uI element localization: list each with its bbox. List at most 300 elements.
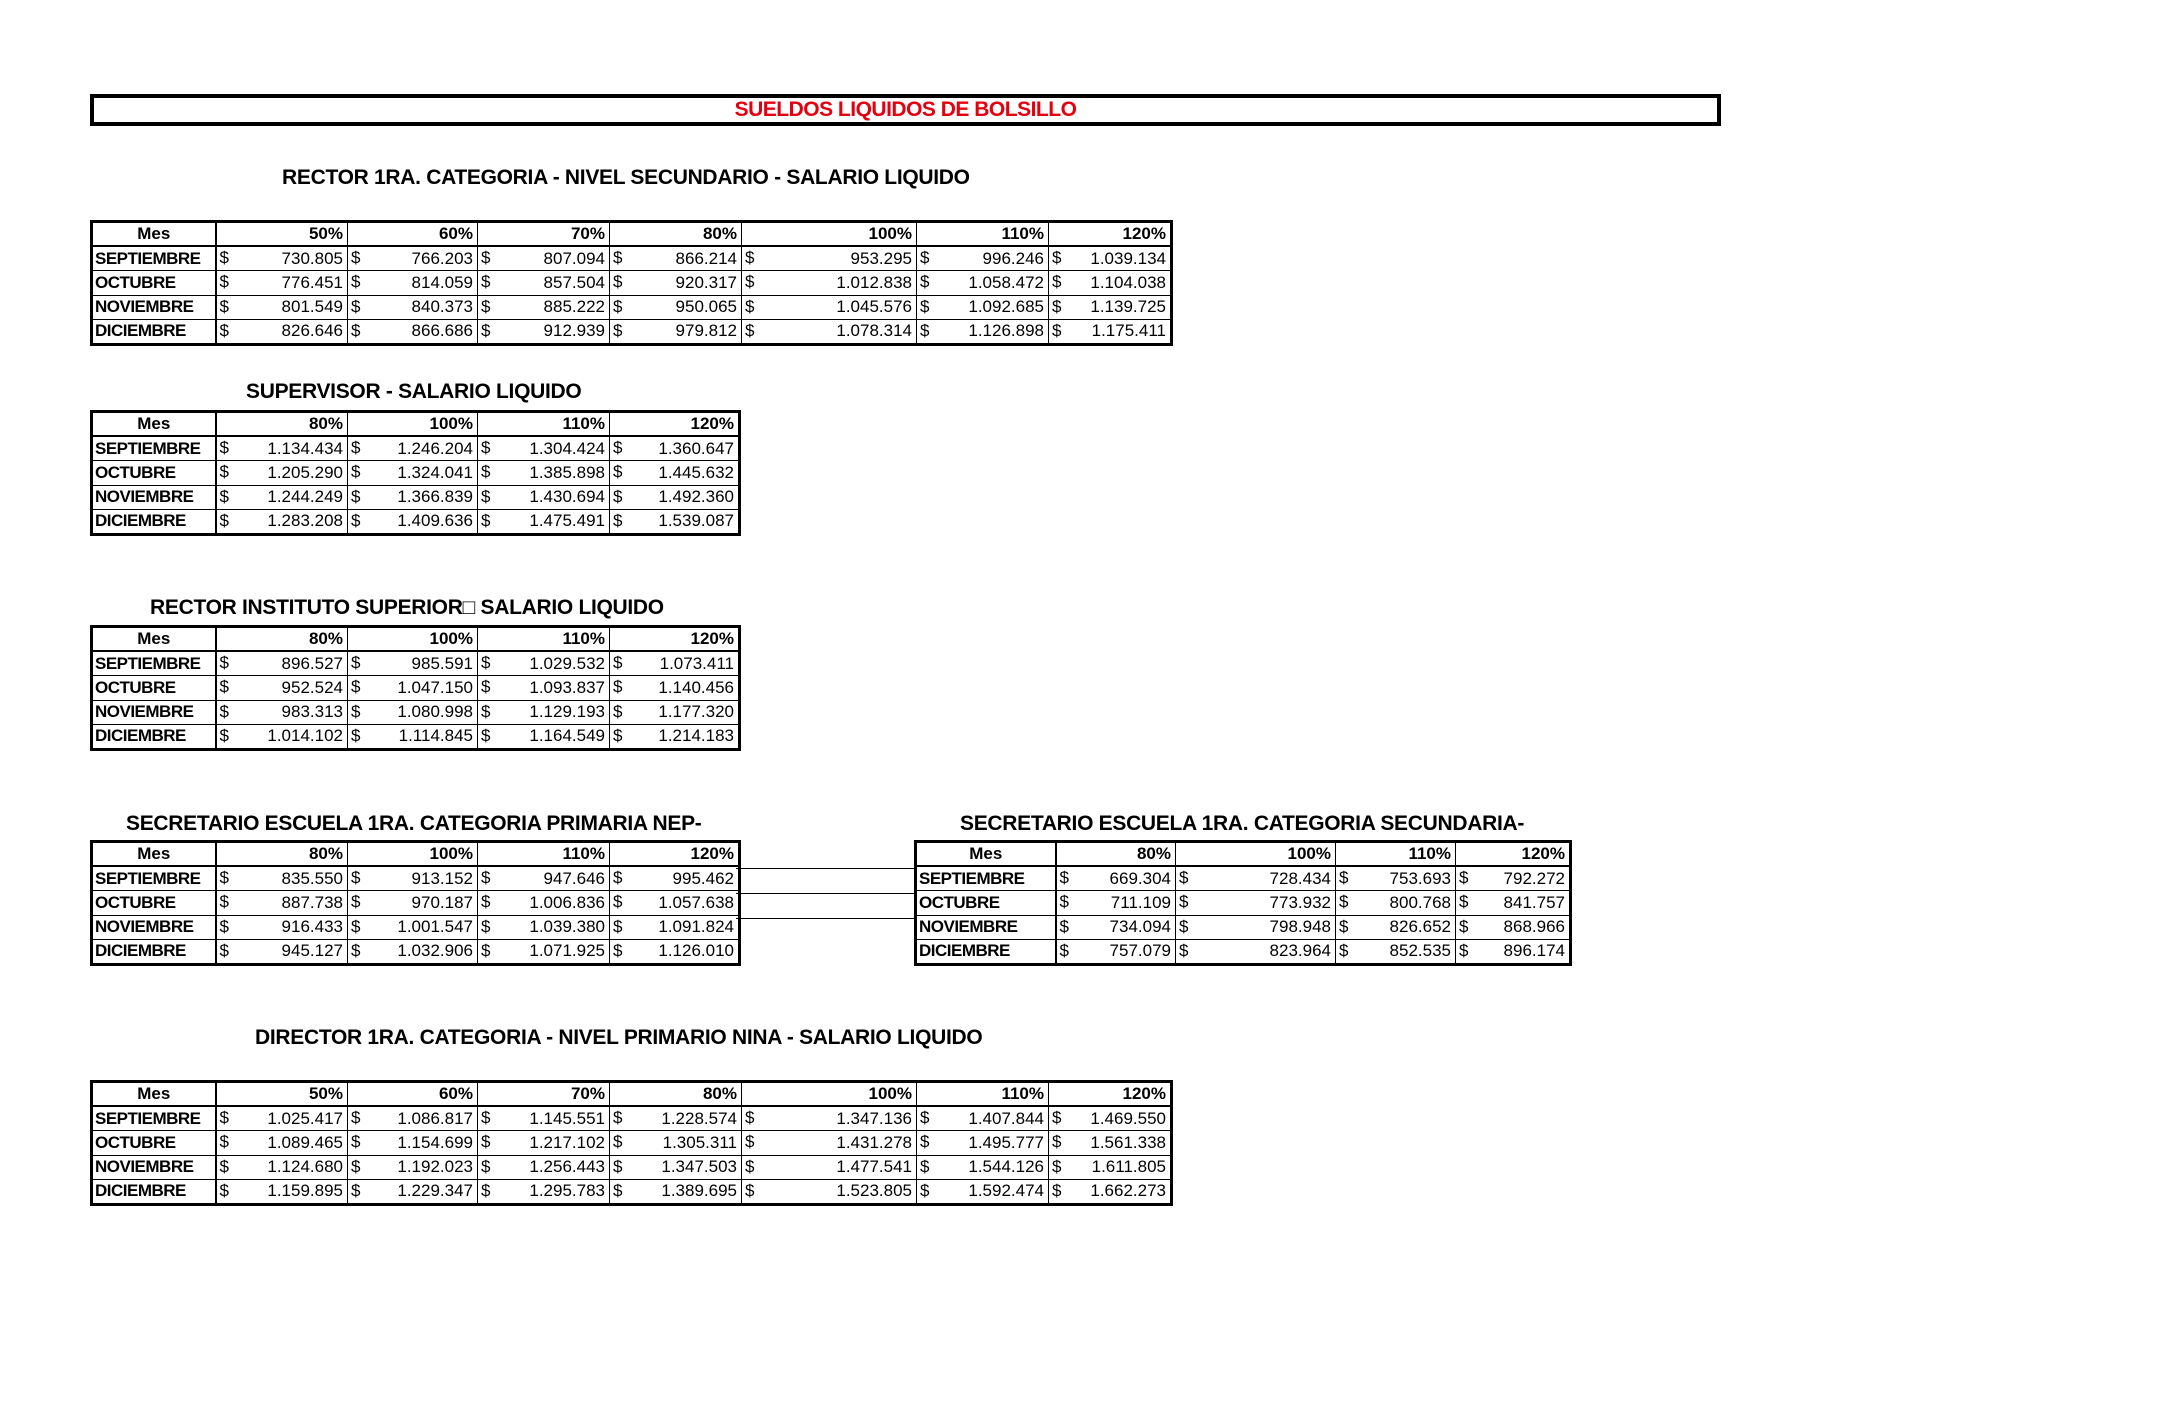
month-label: NOVIEMBRE bbox=[92, 915, 216, 940]
salary-value: 1.126.898 bbox=[968, 321, 1044, 341]
salary-cell bbox=[1456, 891, 1571, 916]
column-header-percent: 80% bbox=[216, 412, 348, 437]
salary-cell bbox=[917, 1131, 1049, 1156]
currency-symbol: $ bbox=[613, 701, 623, 721]
salary-value: 835.550 bbox=[281, 868, 343, 888]
salary-value: 1.611.805 bbox=[1091, 1157, 1166, 1177]
salary-value: 1.431.278 bbox=[836, 1132, 912, 1152]
salary-value: 1.086.817 bbox=[397, 1108, 473, 1128]
salary-value: 1.091.824 bbox=[658, 917, 734, 937]
currency-symbol: $ bbox=[481, 272, 491, 291]
salary-cell bbox=[478, 436, 610, 461]
salary-cell bbox=[348, 915, 478, 940]
salary-value: 996.246 bbox=[982, 248, 1044, 268]
table-row bbox=[92, 651, 740, 676]
month-label: OCTUBRE bbox=[92, 461, 216, 486]
salary-cell bbox=[478, 1131, 610, 1156]
currency-symbol: $ bbox=[481, 438, 491, 457]
salary-cell bbox=[478, 246, 610, 271]
salary-value: 1.177.320 bbox=[658, 702, 734, 722]
salary-cell bbox=[348, 1131, 478, 1156]
currency-symbol: $ bbox=[219, 1108, 229, 1127]
salary-value: 792.272 bbox=[1503, 868, 1565, 888]
salary-cell bbox=[1049, 1106, 1172, 1131]
salary-value: 1.539.087 bbox=[658, 511, 734, 531]
salary-value: 728.434 bbox=[1269, 868, 1331, 888]
salary-cell bbox=[348, 651, 478, 676]
month-label: SEPTIEMBRE bbox=[92, 246, 216, 271]
month-label: SEPTIEMBRE bbox=[92, 866, 216, 891]
column-header-mes: Mes bbox=[92, 222, 216, 247]
salary-cell bbox=[478, 1155, 610, 1180]
month-label: OCTUBRE bbox=[92, 1131, 216, 1156]
currency-symbol: $ bbox=[481, 941, 491, 960]
currency-symbol: $ bbox=[351, 941, 361, 960]
salary-value: 669.304 bbox=[1109, 868, 1171, 888]
currency-symbol: $ bbox=[351, 1132, 361, 1151]
row-extension-line bbox=[736, 893, 916, 894]
currency-symbol: $ bbox=[745, 296, 755, 316]
salary-value: 950.065 bbox=[675, 297, 737, 317]
salary-cell bbox=[478, 700, 610, 725]
currency-symbol: $ bbox=[1052, 1132, 1062, 1151]
salary-value: 995.462 bbox=[672, 868, 734, 888]
salary-cell bbox=[742, 320, 917, 345]
salary-value: 1.304.424 bbox=[529, 438, 605, 458]
salary-cell bbox=[348, 510, 478, 535]
salary-cell bbox=[216, 1180, 348, 1205]
salary-value: 1.104.038 bbox=[1090, 272, 1166, 292]
table-row bbox=[92, 1131, 1172, 1156]
currency-symbol: $ bbox=[351, 248, 361, 267]
salary-value: 1.385.898 bbox=[529, 462, 605, 482]
salary-value: 983.313 bbox=[281, 702, 343, 722]
salary-cell bbox=[1056, 915, 1176, 940]
month-label: DICIEMBRE bbox=[92, 940, 216, 965]
currency-symbol: $ bbox=[1339, 941, 1349, 960]
month-label: OCTUBRE bbox=[916, 891, 1056, 916]
section-title-rector-secundario: RECTOR 1RA. CATEGORIA - NIVEL SECUNDARIO - SALARIO LIQUIDO bbox=[282, 166, 970, 189]
currency-symbol: $ bbox=[613, 1156, 623, 1176]
table-row bbox=[92, 1180, 1172, 1205]
table-row bbox=[92, 246, 1172, 271]
table-row bbox=[916, 891, 1571, 916]
currency-symbol: $ bbox=[219, 1132, 229, 1151]
currency-symbol: $ bbox=[481, 248, 491, 267]
currency-symbol: $ bbox=[481, 701, 491, 721]
currency-symbol: $ bbox=[920, 321, 930, 340]
table-row bbox=[92, 940, 740, 965]
table-row bbox=[916, 866, 1571, 891]
currency-symbol: $ bbox=[920, 1108, 930, 1127]
currency-symbol: $ bbox=[481, 677, 491, 696]
salary-cell bbox=[610, 271, 742, 296]
salary-cell bbox=[348, 436, 478, 461]
salary-cell bbox=[1056, 940, 1176, 965]
salary-value: 896.527 bbox=[281, 653, 343, 673]
column-header-percent: 100% bbox=[348, 412, 478, 437]
currency-symbol: $ bbox=[1059, 892, 1069, 911]
salary-cell bbox=[917, 271, 1049, 296]
salary-value: 1.134.434 bbox=[267, 438, 343, 458]
column-header-percent: 70% bbox=[478, 222, 610, 247]
currency-symbol: $ bbox=[219, 892, 229, 911]
salary-cell bbox=[478, 485, 610, 510]
salary-value: 1.662.273 bbox=[1090, 1181, 1166, 1201]
salary-cell bbox=[478, 676, 610, 701]
salary-value: 1.140.456 bbox=[658, 677, 734, 697]
table-row bbox=[92, 891, 740, 916]
salary-value: 868.966 bbox=[1503, 917, 1565, 937]
salary-cell bbox=[610, 725, 740, 750]
salary-value: 947.646 bbox=[543, 868, 605, 888]
salary-value: 1.366.839 bbox=[397, 487, 473, 507]
currency-symbol: $ bbox=[613, 1181, 623, 1200]
salary-cell bbox=[348, 1155, 478, 1180]
salary-value: 1.039.380 bbox=[529, 917, 605, 937]
currency-symbol: $ bbox=[1059, 868, 1069, 887]
salary-cell bbox=[610, 1155, 742, 1180]
salary-value: 920.317 bbox=[675, 272, 737, 292]
section-title-rector-instituto: RECTOR INSTITUTO SUPERIOR□ SALARIO LIQUIDO bbox=[150, 596, 664, 619]
row-extension-line bbox=[736, 868, 916, 869]
salary-value: 766.203 bbox=[411, 248, 473, 268]
salary-value: 1.192.023 bbox=[397, 1157, 473, 1177]
salary-value: 734.094 bbox=[1109, 917, 1171, 937]
currency-symbol: $ bbox=[351, 1156, 361, 1176]
currency-symbol: $ bbox=[745, 1181, 755, 1200]
column-header-percent: 80% bbox=[610, 1082, 742, 1107]
salary-cell bbox=[216, 246, 348, 271]
salary-cell bbox=[478, 1106, 610, 1131]
currency-symbol: $ bbox=[219, 726, 229, 745]
header-row bbox=[92, 1082, 1172, 1107]
currency-symbol: $ bbox=[481, 1132, 491, 1151]
currency-symbol: $ bbox=[613, 272, 623, 291]
column-header-percent: 60% bbox=[348, 1082, 478, 1107]
currency-symbol: $ bbox=[613, 868, 623, 887]
salary-value: 1.214.183 bbox=[658, 726, 734, 746]
currency-symbol: $ bbox=[481, 916, 491, 936]
salary-cell bbox=[478, 725, 610, 750]
salary-cell bbox=[216, 651, 348, 676]
salary-table-supervisor bbox=[90, 410, 741, 536]
column-header-percent: 110% bbox=[917, 1082, 1049, 1107]
currency-symbol: $ bbox=[1052, 296, 1062, 316]
salary-value: 753.693 bbox=[1389, 868, 1451, 888]
salary-value: 970.187 bbox=[411, 892, 473, 912]
currency-symbol: $ bbox=[351, 868, 361, 887]
currency-symbol: $ bbox=[613, 486, 623, 506]
salary-cell bbox=[1049, 320, 1172, 345]
currency-symbol: $ bbox=[745, 1108, 755, 1127]
currency-symbol: $ bbox=[481, 1181, 491, 1200]
currency-symbol: $ bbox=[351, 916, 361, 936]
currency-symbol: $ bbox=[219, 941, 229, 960]
currency-symbol: $ bbox=[481, 321, 491, 340]
salary-cell bbox=[216, 1106, 348, 1131]
salary-value: 1.154.699 bbox=[397, 1132, 473, 1152]
salary-value: 1.592.474 bbox=[968, 1181, 1044, 1201]
salary-value: 1.006.836 bbox=[529, 892, 605, 912]
currency-symbol: $ bbox=[219, 486, 229, 506]
salary-value: 1.164.549 bbox=[529, 726, 605, 746]
column-header-percent: 110% bbox=[1336, 842, 1456, 867]
currency-symbol: $ bbox=[1459, 892, 1469, 911]
section-title-supervisor: SUPERVISOR - SALARIO LIQUIDO bbox=[246, 380, 582, 403]
salary-cell bbox=[478, 295, 610, 320]
column-header-percent: 100% bbox=[1176, 842, 1336, 867]
salary-value: 1.561.338 bbox=[1090, 1132, 1166, 1152]
salary-table-secretario-primaria bbox=[90, 840, 741, 966]
salary-value: 1.126.010 bbox=[658, 941, 734, 961]
salary-value: 1.228.574 bbox=[661, 1108, 737, 1128]
currency-symbol: $ bbox=[1052, 272, 1062, 291]
salary-value: 730.805 bbox=[281, 248, 343, 268]
salary-cell bbox=[1176, 866, 1336, 891]
salary-value: 801.549 bbox=[281, 297, 343, 317]
salary-value: 1.145.551 bbox=[529, 1108, 605, 1128]
salary-cell bbox=[610, 1180, 742, 1205]
row-extension-line bbox=[736, 918, 916, 919]
salary-cell bbox=[478, 461, 610, 486]
column-header-percent: 120% bbox=[610, 842, 740, 867]
salary-value: 913.152 bbox=[411, 868, 473, 888]
currency-symbol: $ bbox=[351, 296, 361, 316]
column-header-percent: 50% bbox=[216, 222, 348, 247]
salary-value: 1.029.532 bbox=[529, 653, 605, 673]
salary-cell bbox=[348, 320, 478, 345]
salary-cell bbox=[1336, 891, 1456, 916]
currency-symbol: $ bbox=[1339, 892, 1349, 911]
salary-value: 1.025.417 bbox=[267, 1108, 343, 1128]
salary-value: 1.124.680 bbox=[267, 1157, 343, 1177]
salary-cell bbox=[917, 320, 1049, 345]
currency-symbol: $ bbox=[1179, 916, 1189, 936]
currency-symbol: $ bbox=[219, 272, 229, 291]
month-label: SEPTIEMBRE bbox=[916, 866, 1056, 891]
salary-value: 1.283.208 bbox=[267, 511, 343, 531]
table-row bbox=[92, 676, 740, 701]
salary-value: 800.768 bbox=[1389, 892, 1451, 912]
table-row bbox=[92, 320, 1172, 345]
salary-cell bbox=[216, 676, 348, 701]
column-header-percent: 110% bbox=[478, 842, 610, 867]
currency-symbol: $ bbox=[481, 726, 491, 745]
column-header-percent: 80% bbox=[610, 222, 742, 247]
column-header-percent: 100% bbox=[348, 627, 478, 652]
salary-value: 1.012.838 bbox=[836, 272, 912, 292]
salary-cell bbox=[216, 271, 348, 296]
salary-cell bbox=[610, 1106, 742, 1131]
salary-value: 1.360.647 bbox=[658, 438, 734, 458]
salary-cell bbox=[216, 485, 348, 510]
salary-cell bbox=[348, 891, 478, 916]
currency-symbol: $ bbox=[613, 462, 623, 481]
salary-value: 1.477.541 bbox=[836, 1157, 912, 1177]
currency-symbol: $ bbox=[1052, 321, 1062, 340]
currency-symbol: $ bbox=[351, 1108, 361, 1127]
column-header-mes: Mes bbox=[916, 842, 1056, 867]
salary-cell bbox=[348, 700, 478, 725]
month-label: OCTUBRE bbox=[92, 271, 216, 296]
salary-value: 1.523.805 bbox=[836, 1181, 912, 1201]
salary-value: 1.058.472 bbox=[968, 272, 1044, 292]
column-header-percent: 110% bbox=[478, 627, 610, 652]
currency-symbol: $ bbox=[1339, 868, 1349, 887]
column-header-mes: Mes bbox=[92, 412, 216, 437]
header-row bbox=[92, 222, 1172, 247]
currency-symbol: $ bbox=[219, 653, 229, 672]
currency-symbol: $ bbox=[481, 296, 491, 316]
salary-cell bbox=[478, 651, 610, 676]
currency-symbol: $ bbox=[351, 701, 361, 721]
currency-symbol: $ bbox=[613, 653, 623, 672]
salary-value: 1.324.041 bbox=[397, 462, 473, 482]
salary-value: 1.089.465 bbox=[267, 1132, 343, 1152]
month-label: DICIEMBRE bbox=[92, 1180, 216, 1205]
salary-value: 1.469.550 bbox=[1090, 1108, 1166, 1128]
salary-cell bbox=[348, 295, 478, 320]
salary-cell bbox=[742, 295, 917, 320]
salary-cell bbox=[1049, 295, 1172, 320]
salary-cell bbox=[610, 651, 740, 676]
header-row bbox=[916, 842, 1571, 867]
currency-symbol: $ bbox=[613, 296, 623, 316]
currency-symbol: $ bbox=[745, 321, 755, 340]
currency-symbol: $ bbox=[745, 272, 755, 291]
salary-cell bbox=[216, 295, 348, 320]
salary-cell bbox=[610, 246, 742, 271]
currency-symbol: $ bbox=[481, 1156, 491, 1176]
salary-cell bbox=[216, 1155, 348, 1180]
salary-cell bbox=[348, 1106, 478, 1131]
currency-symbol: $ bbox=[219, 248, 229, 267]
salary-cell bbox=[1176, 940, 1336, 965]
salary-value: 1.175.411 bbox=[1091, 321, 1166, 341]
currency-symbol: $ bbox=[219, 511, 229, 530]
currency-symbol: $ bbox=[351, 321, 361, 340]
salary-cell bbox=[1176, 891, 1336, 916]
salary-value: 1.047.150 bbox=[397, 677, 473, 697]
salary-cell bbox=[216, 891, 348, 916]
salary-cell bbox=[917, 246, 1049, 271]
salary-value: 773.932 bbox=[1269, 892, 1331, 912]
table-row bbox=[92, 436, 740, 461]
table-row bbox=[92, 866, 740, 891]
currency-symbol: $ bbox=[1052, 1156, 1062, 1176]
month-label: DICIEMBRE bbox=[916, 940, 1056, 965]
currency-symbol: $ bbox=[351, 511, 361, 530]
salary-value: 1.078.314 bbox=[836, 321, 912, 341]
salary-value: 807.094 bbox=[543, 248, 605, 268]
salary-cell bbox=[742, 1131, 917, 1156]
currency-symbol: $ bbox=[745, 248, 755, 267]
salary-value: 945.127 bbox=[281, 941, 343, 961]
salary-cell bbox=[1176, 915, 1336, 940]
section-title-director-primario: DIRECTOR 1RA. CATEGORIA - NIVEL PRIMARIO NINA - SALARIO LIQUIDO bbox=[255, 1026, 983, 1049]
salary-cell bbox=[610, 320, 742, 345]
salary-table-rector-instituto bbox=[90, 625, 741, 751]
salary-cell bbox=[610, 915, 740, 940]
salary-value: 1.001.547 bbox=[397, 917, 473, 937]
salary-cell bbox=[478, 510, 610, 535]
salary-value: 1.295.783 bbox=[529, 1181, 605, 1201]
month-label: SEPTIEMBRE bbox=[92, 1106, 216, 1131]
salary-value: 1.093.837 bbox=[529, 677, 605, 697]
currency-symbol: $ bbox=[1179, 868, 1189, 887]
currency-symbol: $ bbox=[351, 653, 361, 672]
currency-symbol: $ bbox=[613, 321, 623, 340]
salary-cell bbox=[917, 1155, 1049, 1180]
month-label: SEPTIEMBRE bbox=[92, 436, 216, 461]
salary-cell bbox=[610, 676, 740, 701]
currency-symbol: $ bbox=[1052, 1108, 1062, 1127]
column-header-percent: 120% bbox=[610, 627, 740, 652]
salary-value: 841.757 bbox=[1503, 892, 1565, 912]
salary-cell bbox=[348, 271, 478, 296]
salary-cell bbox=[348, 485, 478, 510]
salary-cell bbox=[917, 295, 1049, 320]
currency-symbol: $ bbox=[1052, 1181, 1062, 1200]
salary-value: 1.305.311 bbox=[662, 1132, 737, 1152]
salary-value: 953.295 bbox=[850, 248, 912, 268]
currency-symbol: $ bbox=[351, 438, 361, 457]
currency-symbol: $ bbox=[219, 321, 229, 340]
salary-value: 866.686 bbox=[411, 321, 473, 341]
salary-value: 1.114.845 bbox=[398, 726, 473, 746]
salary-value: 852.535 bbox=[1389, 941, 1451, 961]
salary-cell bbox=[610, 1131, 742, 1156]
month-label: OCTUBRE bbox=[92, 891, 216, 916]
section-title-secretario-secundaria: SECRETARIO ESCUELA 1RA. CATEGORIA SECUNDARIA- bbox=[960, 812, 1525, 835]
salary-value: 857.504 bbox=[543, 272, 605, 292]
currency-symbol: $ bbox=[351, 486, 361, 506]
column-header-mes: Mes bbox=[92, 1082, 216, 1107]
currency-symbol: $ bbox=[219, 1181, 229, 1200]
salary-value: 1.045.576 bbox=[836, 297, 912, 317]
salary-value: 866.214 bbox=[675, 248, 737, 268]
salary-value: 1.409.636 bbox=[397, 511, 473, 531]
salary-cell bbox=[1049, 1180, 1172, 1205]
salary-value: 1.430.694 bbox=[529, 487, 605, 507]
month-label: DICIEMBRE bbox=[92, 320, 216, 345]
salary-cell bbox=[348, 725, 478, 750]
column-header-percent: 120% bbox=[1456, 842, 1571, 867]
month-label: NOVIEMBRE bbox=[92, 700, 216, 725]
table-row bbox=[92, 461, 740, 486]
currency-symbol: $ bbox=[613, 892, 623, 911]
table-row bbox=[92, 295, 1172, 320]
currency-symbol: $ bbox=[481, 486, 491, 506]
currency-symbol: $ bbox=[481, 511, 491, 530]
salary-value: 826.652 bbox=[1389, 917, 1451, 937]
currency-symbol: $ bbox=[351, 272, 361, 291]
table-row bbox=[92, 1155, 1172, 1180]
column-header-percent: 100% bbox=[742, 1082, 917, 1107]
salary-cell bbox=[742, 1155, 917, 1180]
salary-value: 885.222 bbox=[543, 297, 605, 317]
salary-cell bbox=[610, 461, 740, 486]
table-row bbox=[92, 700, 740, 725]
currency-symbol: $ bbox=[351, 677, 361, 696]
salary-cell bbox=[478, 915, 610, 940]
salary-value: 814.059 bbox=[411, 272, 473, 292]
currency-symbol: $ bbox=[613, 511, 623, 530]
header-row bbox=[92, 627, 740, 652]
salary-cell bbox=[917, 1106, 1049, 1131]
salary-cell bbox=[348, 246, 478, 271]
